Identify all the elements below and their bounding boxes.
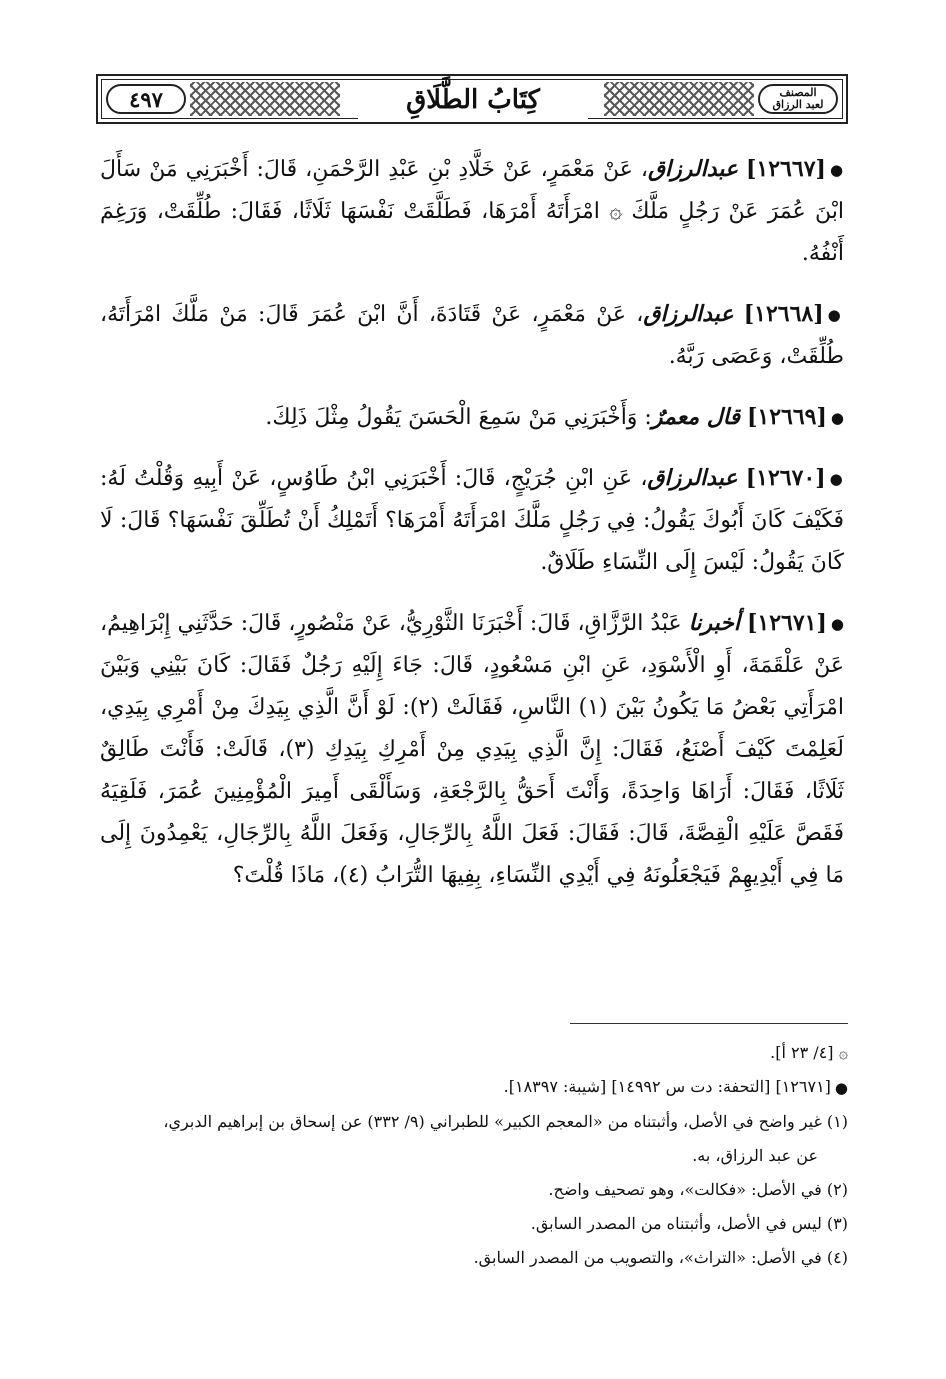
- footnote-1: (١) غير واضح في الأصل، وأثبتناه من «المعجم الكبير» للطبراني (٩/ ٣٣٢) عن إسحاق بن إبراهيم الدبري،: [163, 1111, 848, 1131]
- chapter-title: كِتَابُ الطَّلَاقِ: [358, 80, 588, 120]
- bullet-icon: ●: [827, 306, 844, 324]
- hadith-paragraph: [100, 396, 844, 439]
- hadith-text: ، عَنْ مَعْمَرٍ، عَنْ خَلَّادِ بْنِ عَبْدِ الرَّحْمَنِ، قَالَ: أَخْبَرَنِي مَنْ سَأَلَ ابْنَ عُمَرَ عَنْ رَجُلٍ مَلَّكَ ۞ امْرَأَتَهُ أَمْرَهَا، فَطَلَّقَتْ نَفْسَهَا ثَلَاثًا، فَقَالَ: طُلِّقَتْ، وَرَغِمَ أَنْفُهُ.: [100, 157, 844, 266]
- hadith-narrator: عبدالرزاق: [647, 465, 738, 491]
- footnote-1-continued: عن عبد الرزاق، به.: [692, 1145, 818, 1165]
- hadith-number: [١٢٦٦٩]: [746, 404, 827, 430]
- hadith-text: ، عَنِ ابْنِ جُرَيْجٍ، قَالَ: أَخْبَرَنِي ابْنُ طَاوُسٍ، عَنْ أَبِيهِ وَقُلْتُ لَهُ: فَكَيْفَ كَانَ أَبُوكَ يَقُولُ: فِي رَجُلٍ مَلَّكَ امْرَأَتَهُ أَمْرَهَا؟ أَتَمْلِكُ أَنْ تُطَلِّقَ نَفْسَهَا؟ قَالَ: لَا كَانَ يَقُولُ: لَيْسَ إِلَى النِّسَاءِ طَلَاقٌ.: [100, 466, 844, 575]
- hadith-paragraph: [100, 457, 844, 584]
- bullet-icon: ●: [830, 615, 844, 633]
- hadith-number: [١٢٦٦٧]: [746, 156, 826, 182]
- hadith-paragraph: [100, 293, 844, 378]
- hadith-number: [١٢٦٧٠]: [745, 465, 826, 491]
- footnote-divider: [570, 1023, 848, 1024]
- footnote-3: (٣) ليس في الأصل، وأثبتناه من المصدر السابق.: [530, 1213, 848, 1233]
- header-ornament-right: [604, 82, 754, 116]
- footnote-2: (٢) في الأصل: «فكالت»، وهو تصحيف واضح.: [548, 1179, 848, 1199]
- hadith-number: [١٢٦٦٨]: [743, 301, 824, 327]
- book-logo-line2: لعبد الرزاق: [772, 98, 824, 111]
- page-header: [96, 74, 848, 124]
- hadith-text: : وَأَخْبَرَنِي مَنْ سَمِعَ الْحَسَنَ يَقُولُ مِثْلَ ذَلِكَ.: [265, 405, 652, 430]
- hadith-number: [١٢٦٧١]: [746, 610, 827, 636]
- tuhfa-note-text: [١٢٦٧١] [التحفة: دت س ١٤٩٩٢] [شيبة: ١٨٣٩٧].: [503, 1077, 831, 1096]
- header-ornament-left: [190, 82, 340, 116]
- hadith-paragraph: [100, 602, 844, 897]
- hadith-narrator: أخبرنا: [688, 610, 740, 636]
- book-logo: [758, 84, 838, 114]
- hadith-paragraph: [100, 148, 844, 275]
- hadith-text: ، عَنْ مَعْمَرٍ، عَنْ قَتَادَةَ، أَنَّ ابْنَ عُمَرَ قَالَ: مَنْ مَلَّكَ امْرَأَتَهُ، طُلِّقَتْ، وَعَصَى رَبَّهُ.: [100, 302, 844, 369]
- bullet-icon: ●: [829, 470, 844, 488]
- bullet-icon: ●: [829, 161, 845, 179]
- bullet-icon: ●: [834, 1078, 848, 1097]
- page-number: ٤٩٧: [106, 84, 186, 114]
- footnotes: [100, 1038, 848, 1277]
- book-logo-line1: المصنف: [779, 86, 817, 99]
- tuhfa-note: [100, 1072, 848, 1103]
- hadith-narrator: عبدالرزاق: [643, 301, 734, 327]
- hadith-narrator: عبدالرزاق: [647, 156, 739, 182]
- hadith-narrator: قال معمرٌ: [651, 404, 740, 430]
- main-text: [100, 148, 844, 915]
- footnote-4: (٤) في الأصل: «التراث»، والتصويب من المصدر السابق.: [473, 1247, 848, 1267]
- hadith-text: عَبْدُ الرَّزَّاقِ، قَالَ: أَخْبَرَنَا الثَّوْرِيُّ، عَنْ مَنْصُورٍ، قَالَ: حَدَّثَنِي إِبْرَاهِيمُ، عَنْ عَلْقَمَةَ، أَوِ الْأَسْوَدِ، عَنِ ابْنِ مَسْعُودٍ، قَالَ: جَاءَ إِلَيْهِ رَجُلٌ فَقَالَ: كَانَ بَيْنِي وَبَيْنَ امْرَأَتِي بَعْضُ مَا يَكُونُ بَيْنَ (١) النَّاسِ، فَقَالَتْ (٢): لَوْ أَنَّ الَّذِي بِيَدِكَ مِنْ أَمْرِي بِيَدِي، لَعَلِمْتَ كَيْفَ أَصْنَعُ، فَقَالَ: إِنَّ الَّذِي بِيَدِي مِنْ أَمْرِكِ بِيَدِكِ (٣)، قَالَتْ: فَأَنْتَ طَالِقٌ ثَلَاثًا، فَقَالَ: أَرَاهَا وَاحِدَةً، وَأَنْتَ أَحَقُّ بِالرَّجْعَةِ، وَسَأَلْقَى أَمِيرَ الْمُؤْمِنِينَ عُمَرَ، فَلَقِيَهُ فَقَصَّ عَلَيْهِ الْقِصَّةَ، قَالَ: فَقَالَ: فَعَلَ اللَّهُ بِالرِّجَالِ، وَفَعَلَ اللَّهُ بِالرِّجَالِ، يَعْمِدُونَ إِلَى مَا فِي أَيْدِيهِمْ فَيَجْعَلُونَهُ فِي أَيْدِي النِّسَاءِ، بِفِيهَا التُّرَابُ (٤)، مَاذَا قُلْتَ؟: [100, 611, 844, 888]
- bullet-icon: ●: [830, 409, 844, 427]
- folio-note: ۞ [٤/ ٢٣ أ].: [770, 1043, 848, 1062]
